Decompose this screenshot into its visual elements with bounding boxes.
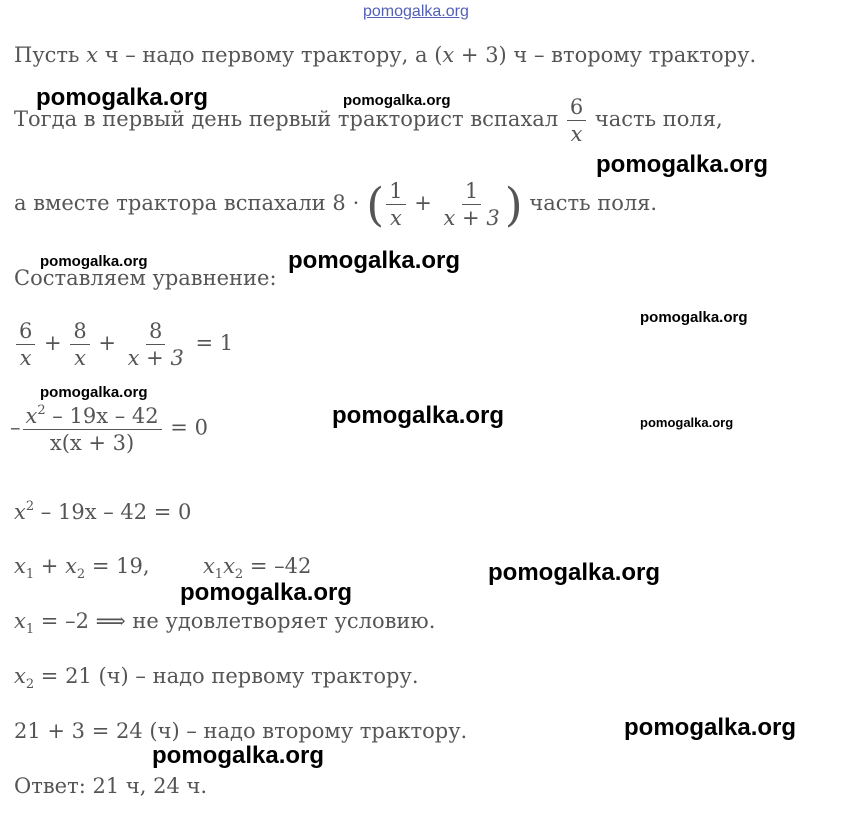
watermark: pomogalka.org — [180, 579, 353, 606]
watermark: pomogalka.org — [332, 402, 505, 429]
fraction-6-over-x: $\frac{6}{x}$ — [567, 96, 586, 145]
equation-4-vieta: $x_1 + x_2 = 19$, $x_1x_2 = -42$ — [14, 554, 312, 582]
text-line-4: Составляем уравнение: — [14, 266, 277, 290]
equation-7: 21 + 3 = 24 (ч) – надо второму трактору. — [14, 719, 468, 743]
equation-6: $x_2 = 21$ (ч) – надо первому трактору. — [14, 664, 419, 692]
equation-3: $x^2 - 19x - 42 = 0$ — [14, 499, 192, 524]
text-line-2: Тогда в первый день первый тракторист вспахал $\frac{6}{x}$ часть поля, — [14, 95, 723, 147]
watermark: pomogalka.org — [36, 84, 209, 111]
equation-2: – $\frac{x^2 - 19x - 42}{x(x + 3)}$ = 0 — [10, 403, 208, 456]
watermark: pomogalka.org — [288, 247, 461, 274]
watermark: pomogalka.org — [152, 742, 325, 769]
watermark-top: pomogalka.org — [363, 3, 469, 20]
watermark: pomogalka.org — [488, 559, 661, 586]
watermark: pomogalka.org — [640, 415, 734, 430]
watermark: pomogalka.org — [624, 714, 797, 741]
watermark: pomogalka.org — [343, 92, 451, 109]
answer-line: Ответ: 21 ч, 24 ч. — [14, 774, 208, 798]
watermark: pomogalka.org — [40, 253, 148, 270]
equation-1: $\frac{6}{x}$ + $\frac{8}{x}$ + $\frac{8}{x + 3}$ = 1 — [14, 320, 233, 369]
watermark: pomogalka.org — [40, 384, 148, 401]
equation-5: $x_1 = -2$ ⟹ не удовлетворяет условию. — [14, 609, 436, 637]
text-line-1: Пусть x ч – надо первому трактору, а (x + 3) ч – второму трактору. — [14, 43, 757, 67]
watermark: pomogalka.org — [596, 151, 769, 178]
text-line-3: а вместе трактора вспахали 8 ⋅ ( $\frac{1}{x}$ + $\frac{1}{x + 3}$ ) часть поля. — [14, 177, 658, 232]
watermark: pomogalka.org — [640, 309, 748, 326]
